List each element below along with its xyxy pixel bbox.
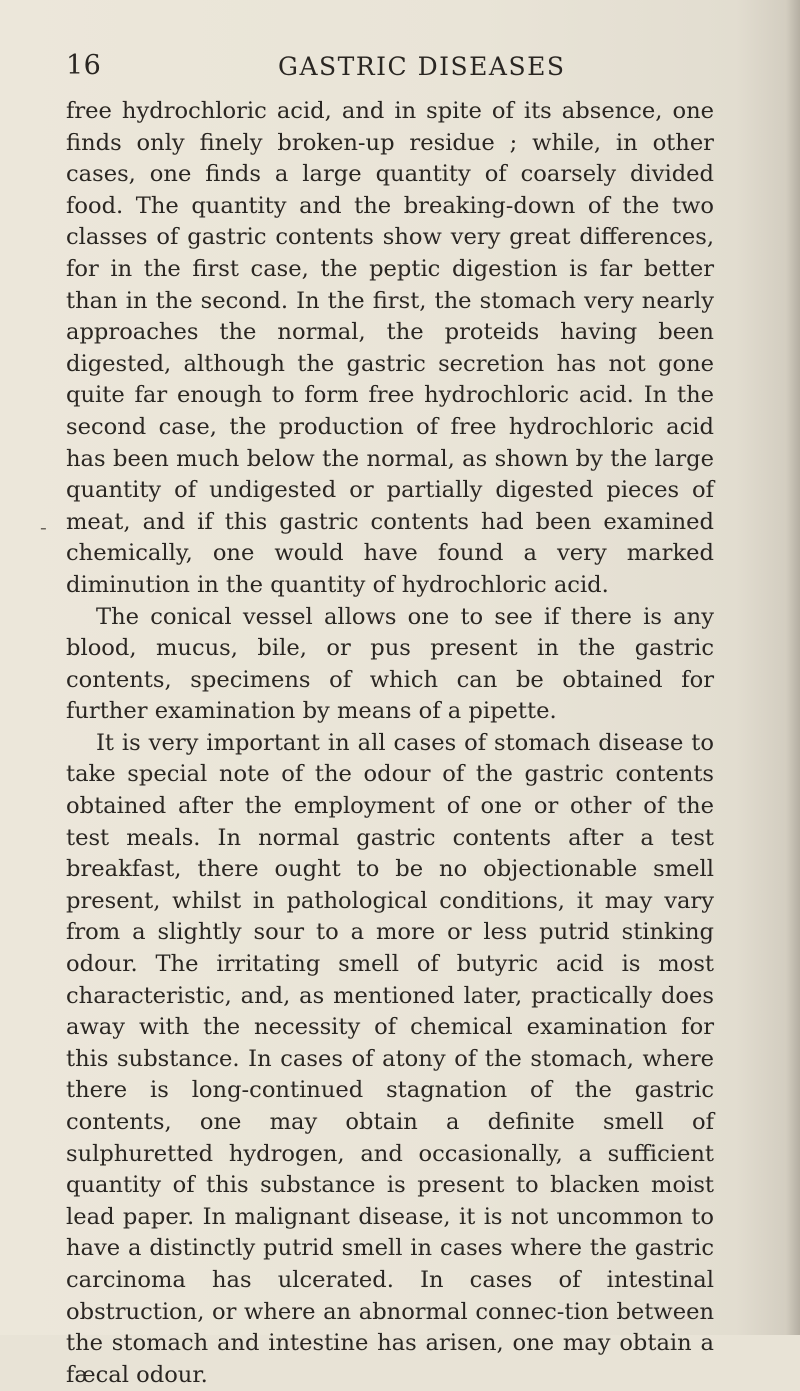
margin-mark: - [40,515,47,539]
page-header [66,50,716,90]
paragraph-3: It is very important in all cases of stomach disease to take special note of the odour of the gastric contents obtained after the employment of one or other of the test meals. In normal gastric contents after a test breakfast, there ought to be no objectionable smell present, whilst in pathological conditions, it may vary from a slightly sour to a more or less putrid stinking odour. The irritating smell of butyric acid is most characteristic, and, as mentioned later, practically does away with the necessity of chemical examination for this substance. In cases of atony of the stomach, where there is long-continued stagnation of the gastric contents, one may obtain a definite smell of sulphuretted hydrogen, and occasionally, a sufficient quantity of this substance is present to blacken moist lead paper. In malignant disease, it is not uncommon to have a distinctly putrid smell in cases where the gastric carcinoma has ulcerated. In cases of intestinal obstruction, or where an abnormal connec-tion between the stomach and intestine has arisen, one may obtain a fæcal odour. [66,729,714,1388]
page-edge-shadow [786,0,800,1335]
page-number: 16 [66,50,102,81]
paragraph-2: The conical vessel allows one to see if there is any blood, mucus, bile, or pus present in the gastric contents, specimens of which can be obtained for further examination by means of a pipette. [66,603,714,725]
running-head: GASTRIC DISEASES [278,52,566,81]
body-text [66,96,714,1391]
paragraph-1: free hydrochloric acid, and in spite of its absence, one finds only finely broken-up residue ; while, in other cases, one finds a large quantity of coarsely divided food. The quantity and the breaking-down of the two classes of gastric contents show very great differences, for in the first case, the peptic digestion is far better than in the second. In the first, the stomach very nearly approaches the normal, the proteids having been digested, although the gastric secretion has not gone quite far enough to form free hydrochloric acid. In the second case, the production of free hydrochloric acid has been much below the normal, as shown by the large quantity of undigested or partially digested pieces of meat, and if this gastric contents had been examined chemically, one would have found a very marked diminution in the quantity of hydrochloric acid. [66,98,714,598]
